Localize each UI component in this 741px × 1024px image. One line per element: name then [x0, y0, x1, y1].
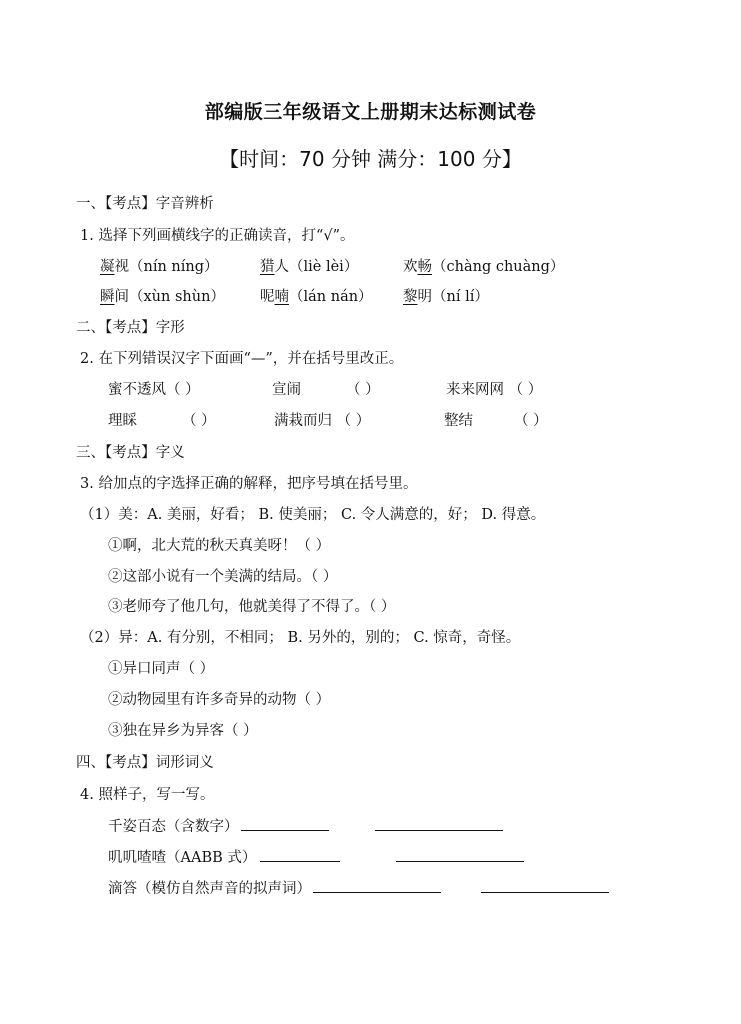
word-item: 整结	[444, 413, 473, 429]
underlined-char: 瞬	[100, 289, 115, 305]
answer-blank[interactable]	[481, 878, 609, 893]
answer-blank[interactable]	[375, 816, 503, 831]
part-2-item: ②动物园里有许多奇异的动物（ ）	[108, 692, 331, 708]
part-1-item: ①啊，北大荒的秋天真美呀！（ ）	[108, 538, 331, 554]
part-2-definitions: （2）异：A. 有分别，不相同； B. 另外的，别的； C. 惊奇，奇怪。	[80, 630, 521, 646]
section-1-heading: 一、【考点】字音辨析	[76, 196, 214, 212]
answer-bracket: （ ）	[182, 413, 216, 429]
answer-bracket: （ ）	[346, 382, 380, 398]
pinyin-item-3: 欢畅（chàng chuàng）	[403, 259, 565, 275]
question-3: 3. 给加点的字选择正确的解释，把序号填在括号里。	[80, 476, 418, 492]
answer-bracket: （ ）	[514, 413, 548, 429]
word-item: 宣闹	[272, 382, 301, 398]
question-1: 1. 选择下列画横线字的正确读音，打“√”。	[80, 228, 355, 244]
word-item: 蜜不透风（ ）	[108, 382, 200, 398]
exam-title: 部编版三年级语文上册期末达标测试卷	[204, 101, 537, 123]
word-item: 来来网网 （ ）	[446, 382, 543, 398]
fill-item: 千姿百态（含数字）	[108, 816, 503, 837]
part-2-item: ③独在异乡为异客（ ）	[108, 723, 258, 739]
question-2: 2. 在下列错误汉字下面画“—”，并在括号里改正。	[80, 351, 404, 367]
pinyin-item-1: 凝视（nín níng）	[100, 259, 219, 275]
underlined-char: 畅	[417, 259, 432, 275]
underlined-char: 喃	[274, 289, 289, 305]
underlined-char: 猎	[260, 259, 275, 275]
pinyin-item-4: 瞬间（xùn shùn）	[100, 289, 225, 305]
section-3-heading: 三、【考点】字义	[76, 445, 185, 461]
part-1-definitions: （1）美：A. 美丽，好看； B. 使美丽； C. 令人满意的，好； D. 得意。	[80, 507, 546, 523]
answer-blank[interactable]	[241, 816, 329, 831]
underlined-char: 凝	[100, 259, 115, 275]
part-1-item: ②这部小说有一个美满的结局。（ ）	[108, 569, 338, 585]
part-2-item: ①异口同声（ ）	[108, 661, 215, 677]
answer-blank[interactable]	[313, 878, 441, 893]
answer-blank[interactable]	[396, 847, 524, 862]
underlined-char: 黎	[403, 289, 418, 305]
pinyin-item-2: 猎人（liè lèi）	[260, 259, 359, 275]
fill-item: 滴答（模仿自然声音的拟声词）	[108, 878, 609, 899]
pinyin-item-5: 呢喃（lán nán）	[260, 289, 373, 305]
answer-blank[interactable]	[260, 847, 340, 862]
question-4: 4. 照样子，写一写。	[80, 787, 215, 803]
fill-item: 叽叽喳喳（AABB 式）	[108, 847, 524, 868]
part-1-item: ③老师夸了他几句，他就美得了不得了。（ ）	[108, 599, 396, 615]
word-item: 满栽而归 （ ）	[274, 413, 371, 429]
exam-subtitle: 【时间：70 分钟 满分：100 分】	[219, 147, 522, 171]
word-item: 理睬	[108, 413, 137, 429]
section-2-heading: 二、【考点】字形	[76, 320, 185, 336]
section-4-heading: 四、【考点】词形词义	[76, 755, 214, 771]
pinyin-item-6: 黎明（ní lí）	[403, 289, 489, 305]
